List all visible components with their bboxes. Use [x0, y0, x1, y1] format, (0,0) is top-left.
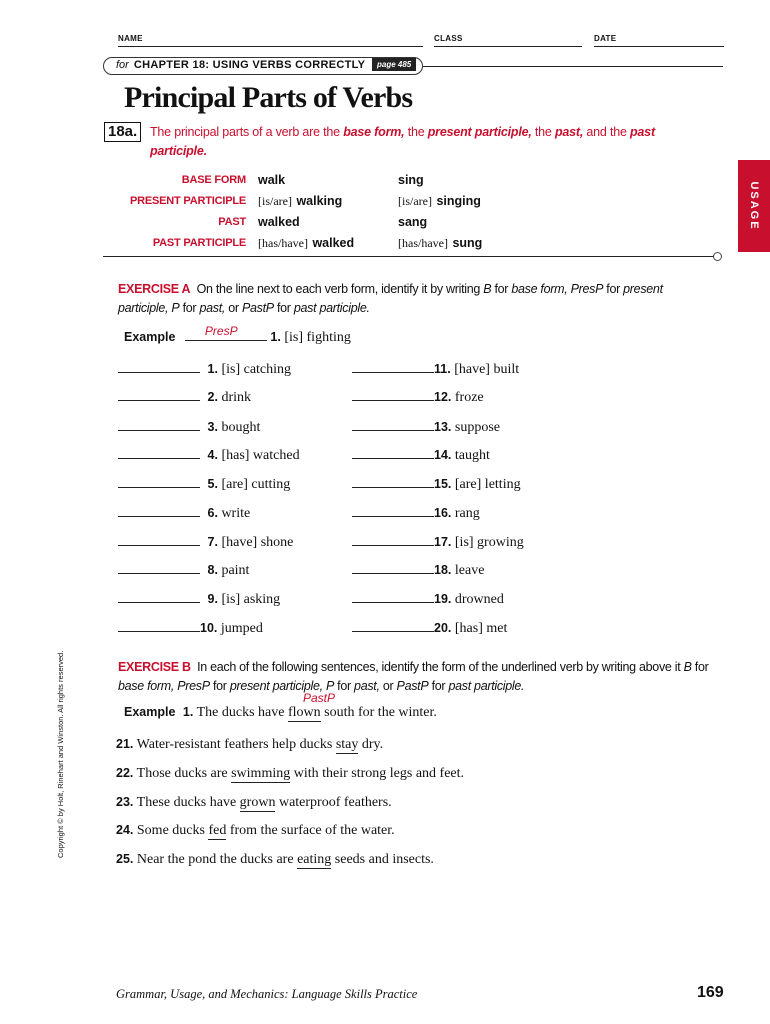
list-item: 18. leave — [352, 560, 484, 579]
verb-form: walk — [258, 172, 286, 187]
answer-line[interactable] — [118, 474, 200, 488]
exercise-b-label: EXERCISE B — [118, 660, 191, 674]
list-item: 25. Near the pond the ducks are eating seeds and insects. — [116, 852, 434, 867]
name-line — [118, 46, 423, 47]
page-title: Principal Parts of Verbs — [124, 81, 413, 114]
answer-line[interactable] — [118, 532, 200, 546]
verb-form: sung — [452, 235, 483, 250]
list-item: 24. Some ducks fed from the surface of the water. — [116, 823, 395, 838]
answer-line[interactable] — [352, 445, 434, 459]
underlined-verb[interactable]: eating — [297, 852, 332, 867]
chapter-for: for — [116, 59, 129, 71]
exercise-a-label: EXERCISE A — [118, 282, 191, 296]
answer-line[interactable] — [352, 618, 434, 632]
exercise-a-example: Example PresP 1. [is] fighting — [124, 324, 351, 345]
chapter-bar-text — [116, 59, 365, 71]
answer-line[interactable] — [352, 417, 434, 431]
list-item: 4. [has] watched — [118, 445, 300, 464]
footer-book-title: Grammar, Usage, and Mechanics: Language Skills Practice — [116, 987, 418, 1001]
answer-line[interactable] — [118, 359, 200, 373]
verb-form: walking — [296, 193, 343, 208]
list-item: 14. taught — [352, 445, 490, 464]
list-item: 11. [have] built — [352, 359, 519, 378]
list-item: 23. These ducks have grown waterproof feathers. — [116, 795, 392, 810]
list-item: 22. Those ducks are swimming with their strong legs and feet. — [116, 766, 465, 781]
list-item: 6. write — [118, 503, 250, 522]
principal-parts-table — [118, 169, 482, 253]
section-divider — [103, 256, 715, 257]
list-item: 20. [has] met — [352, 618, 507, 637]
row-label: PRESENT PARTICIPLE — [130, 194, 246, 207]
exercise-b-example: Example 1. The ducks have flown south for the winter. — [124, 705, 437, 720]
date-line — [594, 46, 724, 47]
answer-line[interactable] — [118, 560, 200, 574]
row-label: PAST — [218, 215, 246, 228]
list-item: 12. froze — [352, 387, 484, 406]
underlined-verb[interactable]: grown — [239, 795, 276, 810]
verb-form: singing — [436, 193, 481, 208]
list-item: 3. bought — [118, 417, 260, 436]
name-label: NAME — [118, 34, 143, 43]
list-item: 15. [are] letting — [352, 474, 521, 493]
verb-form: sing — [398, 172, 424, 187]
rule-number: 18a. — [104, 122, 141, 142]
answer-line[interactable] — [118, 417, 200, 431]
chapter-title: CHAPTER 18: USING VERBS CORRECTLY — [133, 59, 366, 71]
table-row: PAST PARTICIPLE [has/have] walked [has/have] sung — [118, 232, 482, 253]
table-row — [118, 211, 482, 232]
answer-line[interactable] — [352, 560, 434, 574]
rule-text: The principal parts of a verb are the base form, the present participle, the past, and the past participle. — [150, 125, 655, 158]
verb-form: sang — [398, 214, 428, 229]
class-line — [434, 46, 582, 47]
example-b-answer: PastP — [303, 691, 336, 705]
chapter-rule — [423, 66, 723, 67]
answer-line[interactable] — [352, 474, 434, 488]
answer-line[interactable] — [352, 532, 434, 546]
verb-form: walked — [312, 235, 355, 250]
list-item: 2. drink — [118, 387, 251, 406]
list-item: 9. [is] asking — [118, 589, 280, 608]
answer-line[interactable] — [118, 589, 200, 603]
exercise-b-instructions: EXERCISE B In each of the following sentences, identify the form of the underlined verb by writing above it B for base form, PresP for present participle, P for past, or PastP for past participle. — [118, 660, 709, 693]
underlined-verb[interactable]: swimming — [231, 766, 291, 781]
verb-form: walked — [258, 214, 300, 229]
row-label: PAST PARTICIPLE — [152, 236, 246, 249]
page-reference: page 485 — [372, 58, 416, 71]
page-number: 169 — [697, 984, 724, 1001]
answer-line[interactable] — [352, 387, 434, 401]
copyright-notice: Copyright © by Holt, Rinehart and Winston. All rights reserved. — [56, 650, 65, 858]
answer-line[interactable] — [118, 445, 200, 459]
list-item: 19. drowned — [352, 589, 504, 608]
example-answer-line — [185, 324, 267, 341]
answer-line[interactable] — [118, 387, 200, 401]
usage-tab: USAGE — [738, 160, 770, 252]
answer-line[interactable] — [118, 503, 200, 517]
row-label: BASE FORM — [181, 173, 246, 186]
list-item: 13. suppose — [352, 417, 500, 436]
table-row — [118, 169, 482, 190]
underlined-verb[interactable]: fed — [208, 823, 227, 838]
underlined-verb[interactable]: stay — [335, 737, 359, 752]
class-label: CLASS — [434, 34, 463, 43]
list-item: 16. rang — [352, 503, 480, 522]
answer-line[interactable] — [118, 618, 200, 632]
list-item: 7. [have] shone — [118, 532, 293, 551]
table-row: PRESENT PARTICIPLE [is/are] walking [is/are] singing — [118, 190, 482, 211]
exercise-a-instructions: EXERCISE A On the line next to each verb form, identify it by writing B for base form, PresP for present participle, P for past, or PastP for past participle. — [118, 282, 663, 315]
list-item: 17. [is] growing — [352, 532, 524, 551]
list-item: 5. [are] cutting — [118, 474, 290, 493]
divider-end-dot — [713, 252, 722, 261]
example-answer: PresP — [204, 324, 238, 338]
list-item: 10. jumped — [118, 618, 263, 637]
answer-line[interactable] — [352, 589, 434, 603]
answer-line[interactable] — [352, 503, 434, 517]
date-label: DATE — [594, 34, 617, 43]
answer-line[interactable] — [352, 359, 434, 373]
list-item: 8. paint — [118, 560, 249, 579]
underlined-verb: flown — [287, 705, 321, 720]
list-item: 21. Water-resistant feathers help ducks stay dry. — [116, 737, 384, 752]
list-item: 1. [is] catching — [118, 359, 291, 378]
